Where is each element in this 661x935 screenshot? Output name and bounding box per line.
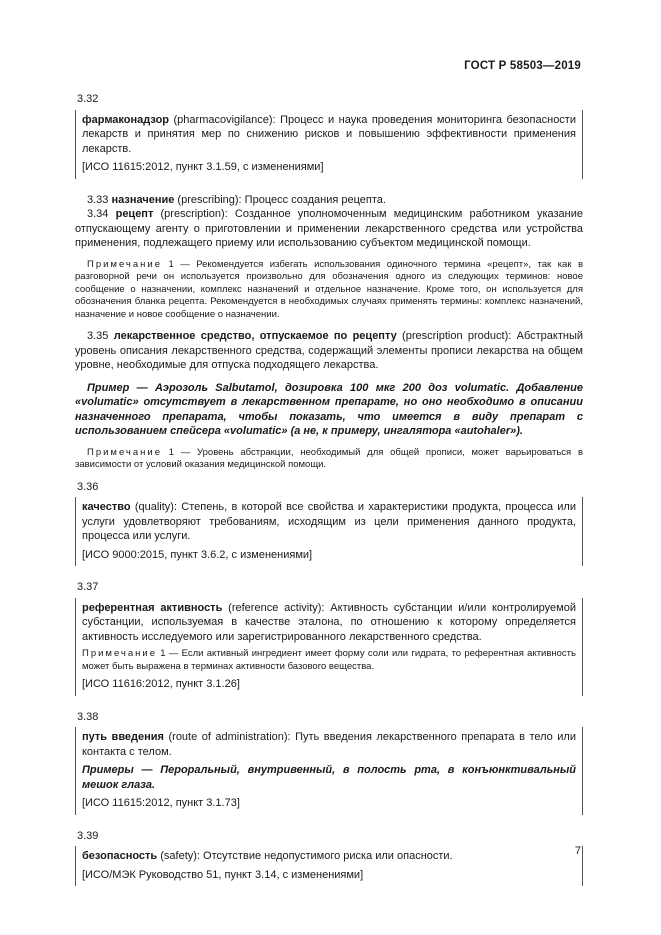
term-entry-3-35 <box>75 329 583 373</box>
source-reference: [ИСО 9000:2015, пункт 3.6.2, с изменениями] <box>82 548 313 561</box>
note-label: Примечание <box>87 258 162 270</box>
note-label: Примечание <box>87 446 162 458</box>
term: рецепт <box>115 208 154 220</box>
section-number: 3.39 <box>77 829 99 842</box>
section-number: 3.35 <box>87 330 109 342</box>
source-reference: [ИСО/МЭК Руководство 51, пункт 3.14, с изменениями] <box>82 868 364 881</box>
term-definition <box>82 500 576 544</box>
term: референтная активность <box>82 601 223 614</box>
definition: (quality): Степень, в которой все свойства и характеристики продукта, процесса или услуги удовлетворяют требованиям, исходящим из цели применения данного продукта, процесса или услуги. <box>82 501 576 542</box>
page-number: 7 <box>574 845 581 857</box>
term-box-3-32 <box>75 110 583 179</box>
term: фармаконадзор <box>82 113 170 126</box>
example-3-35: Пример — Аэрозоль Salbutamol, дозировка 100 мкг 200 доз volumatic. Добавление «volumatic» отсутствует в лекарственном препарате, но оно необходимо в описании назначенного препарата, чтобы показать, что имеется в виду препарат с использованием спейсера «volumatic» (а не, к примеру, ингалятора «autohaler»). <box>75 381 583 437</box>
definition: (prescription product): Абстрактный уровень описания лекарственного средства, содержащий элементы прописи лекарства на общем уровне, необходимые для отпуска подходящего лекарства. <box>75 330 583 371</box>
term: безопасность <box>82 850 158 862</box>
section-number: 3.34 <box>87 208 109 220</box>
source-reference: [ИСО 11615:2012, пункт 3.1.73] <box>82 797 240 809</box>
term: путь введения <box>82 731 164 743</box>
source-reference: [ИСО 11616:2012, пункт 3.1.26] <box>82 678 240 690</box>
definition: (prescribing): Процесс создания рецепта. <box>174 193 386 206</box>
definition: (route of administration): Путь введения лекарственного препарата в тело или контакта с телом. <box>82 731 576 758</box>
section-number: 3.37 <box>77 581 99 593</box>
term-definition <box>82 601 576 645</box>
term-definition <box>82 730 576 759</box>
note-text: 1 — Рекомендуется избегать использования одиночного термина «рецепт», так как в разговорной речи он используется произвольно для обозначения одного из следующих терминов: новое сообщение о назначении, комплекс назначений и отдельное назначение. Кроме того, он используется для обозначения бланка рецепта. Рекомендуется в необходимых случаях применять термины: комплекс назначений, назначение и новое сообщение о назначении. <box>75 258 583 320</box>
note-text: 1 — Если активный ингредиент имеет форму соли или гидрата, то референтная активность может быть выражена в терминах активности базового вещества. <box>82 648 576 672</box>
note-3-34 <box>75 259 583 322</box>
document-header: ГОСТ Р 58503—2019 <box>464 60 581 72</box>
term-box-3-38 <box>75 727 583 815</box>
definition: (pharmacovigilance): Процесс и наука проведения мониторинга безопасности лекарств и принятия мер по снижению рисков и повышению эффективности применения лекарств. <box>82 113 576 155</box>
section-number: 3.38 <box>77 710 99 723</box>
definition: (reference activity): Активность субстанции и/или контролируемой субстанции, используемая в качестве эталона, по отношению к которому определяется активность исследуемого или зарегистрированного лекарственного средства. <box>82 601 577 643</box>
note-3-37 <box>82 648 576 673</box>
note-text: 1 — Уровень абстракции, необходимый для общей прописи, может варьироваться в зависимости от условий оказания медицинской помощи. <box>75 446 583 470</box>
term: качество <box>82 501 131 513</box>
note-3-35 <box>75 447 583 472</box>
section-number: 3.33 <box>87 193 109 206</box>
example-3-38: Примеры — Пероральный, внутривенный, в полость рта, в конъюнктивальный мешок глаза. <box>82 764 576 791</box>
definition: (prescription): Созданное уполномоченным медицинским работником указание отпускающему агенту о приготовлении и применении лекарственного средства или устройства применения, подлежащего приему или использованию субъектом медицинской помощи. <box>75 208 583 249</box>
definition: (safety): Отсутствие недопустимого риска или опасности. <box>157 850 453 862</box>
term: лекарственное средство, отпускаемое по рецепту <box>113 330 397 342</box>
term-box-3-36 <box>75 497 583 566</box>
source-reference: [ИСО 11615:2012, пункт 3.1.59, с изменениями] <box>82 161 324 173</box>
term: назначение <box>111 193 175 206</box>
section-number: 3.36 <box>77 480 99 493</box>
term-definition <box>82 849 576 864</box>
term-box-3-39 <box>75 846 583 886</box>
term-entry-3-33 <box>75 193 583 208</box>
section-number: 3.32 <box>77 93 99 105</box>
note-label: Примечание <box>82 648 157 659</box>
term-definition <box>82 113 576 157</box>
document-body <box>75 92 583 900</box>
term-entry-3-34 <box>75 207 583 251</box>
term-box-3-37 <box>75 598 583 696</box>
